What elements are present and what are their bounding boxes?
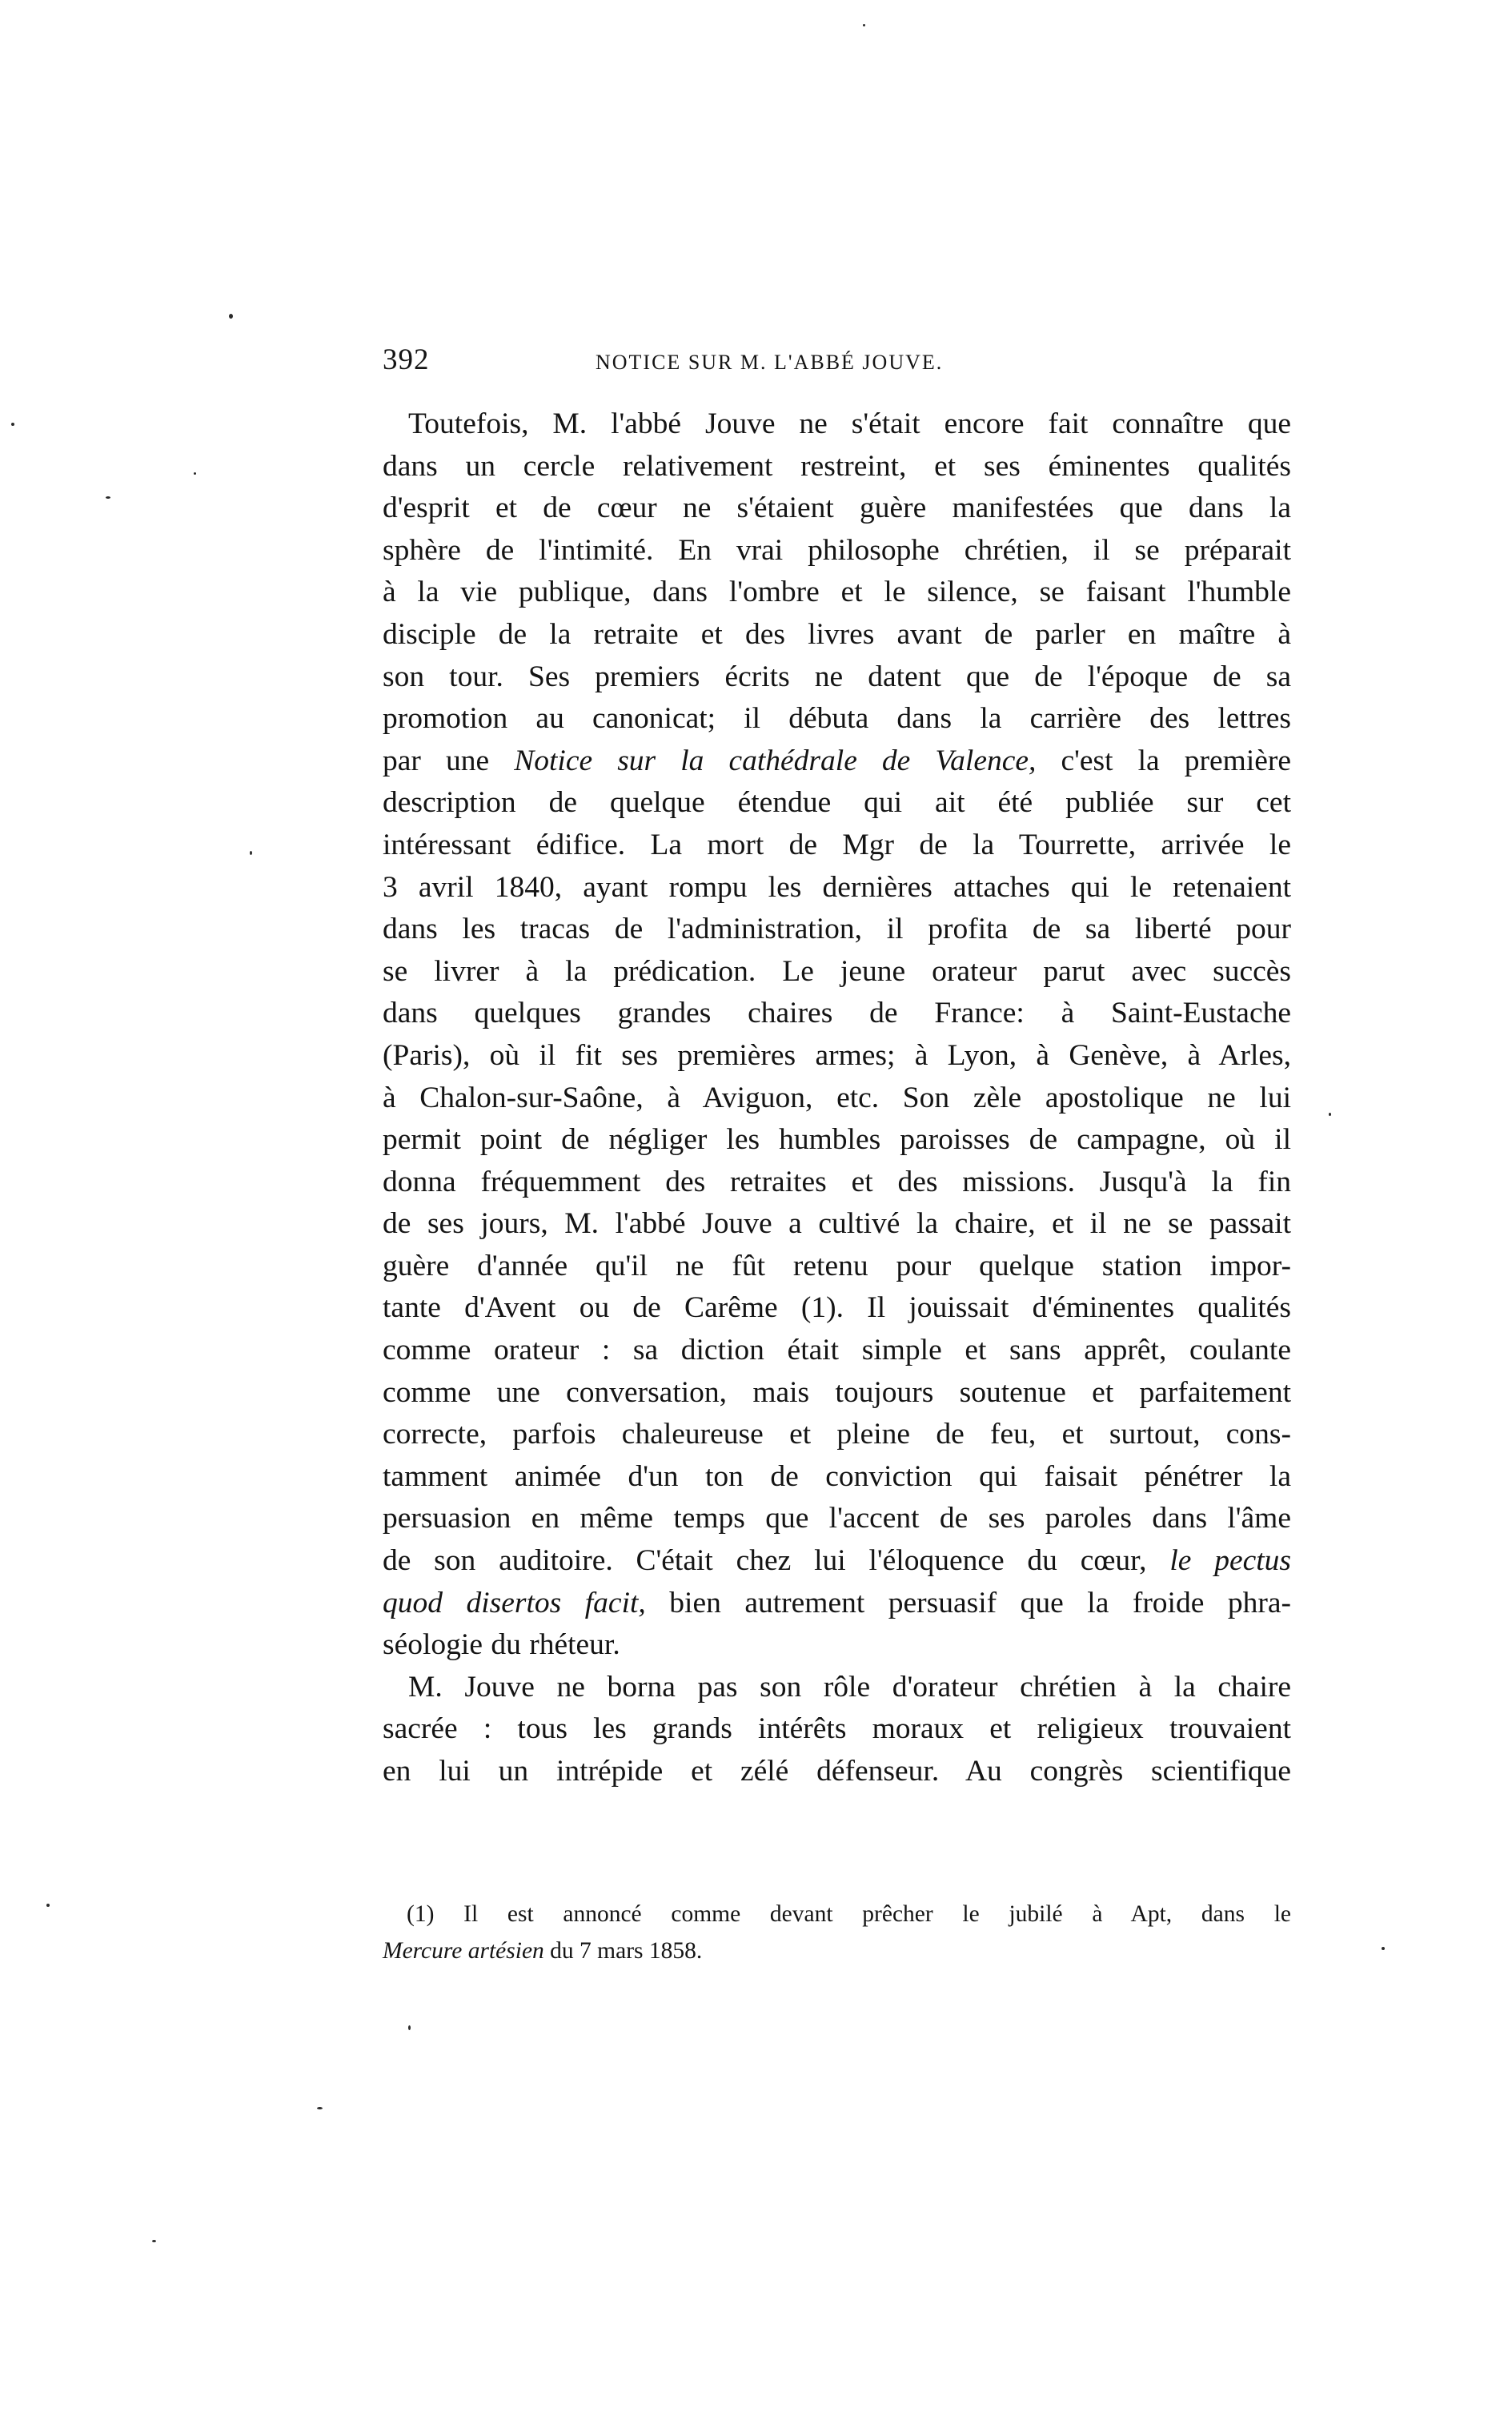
body-text	[383, 403, 1291, 1793]
text-line: à Chalon-sur-Saône, à Aviguon, etc. Son zèle apostolique ne lui	[383, 1081, 1291, 1114]
text-line: 3 avril 1840, ayant rompu les dernières attaches qui le retenaient	[383, 870, 1291, 904]
text-line: M. Jouve ne borna pas son rôle d'orateur chrétien à la chaire	[408, 1670, 1291, 1704]
text-line: son tour. Ses premiers écrits ne datent que de l'époque de sa	[383, 660, 1291, 693]
print-speck	[1382, 1947, 1385, 1950]
print-speck	[194, 472, 196, 475]
text-segment: c'est la première	[1061, 744, 1292, 777]
text-line: (Paris), où il fit ses premières armes; à Lyon, à Genève, à Arles,	[383, 1038, 1291, 1072]
text-line: promotion au canonicat; il débuta dans la carrière des lettres	[383, 702, 1291, 736]
text-segment: de son auditoire. C'était chez lui l'éloquence du cœur,	[383, 1544, 1147, 1578]
print-speck	[106, 496, 110, 499]
page-number: 392	[383, 343, 430, 376]
italic-title: Mercure artésien	[383, 1938, 544, 1964]
footnote-line: (1) Il est annoncé comme devant prêcher le jubilé à Apt, dans le	[407, 1901, 1291, 1927]
page-header	[383, 343, 1291, 387]
text-segment: bien autrement persuasif que la froide phra-	[669, 1586, 1291, 1619]
text-line: sphère de l'intimité. En vrai philosophe chrétien, il se préparait	[383, 533, 1291, 567]
text-line	[383, 1540, 1291, 1583]
text-line: disciple de la retraite et des livres avant de parler en maître à	[383, 617, 1291, 651]
text-line: dans quelques grandes chaires de France: à Saint-Eustache	[383, 997, 1291, 1030]
print-speck	[317, 2107, 323, 2109]
text-line: se livrer à la prédication. Le jeune orateur parut avec succès	[383, 954, 1291, 988]
text-line: à la vie publique, dans l'ombre et le silence, se faisant l'humble	[383, 576, 1291, 609]
text-line: intéressant édifice. La mort de Mgr de la Tourrette, arrivée le	[383, 828, 1291, 861]
print-speck	[250, 851, 252, 855]
print-speck	[1329, 1113, 1331, 1116]
text-line: donna fréquemment des retraites et des missions. Jusqu'à la fin	[383, 1165, 1291, 1198]
text-line: sacrée : tous les grands intérêts moraux et religieux trouvaient	[383, 1712, 1291, 1746]
text-segment: par une	[383, 744, 490, 777]
print-speck	[229, 314, 233, 319]
text-line: guère d'année qu'il ne fût retenu pour quelque station impor-	[383, 1249, 1291, 1282]
footnote-line	[383, 1932, 1291, 1969]
text-line: dans un cercle relativement restreint, et ses éminentes qualités	[383, 449, 1291, 483]
text-line	[383, 740, 1291, 783]
print-speck	[863, 24, 865, 26]
running-head: NOTICE SUR M. L'ABBÉ JOUVE.	[596, 351, 944, 374]
text-line: correcte, parfois chaleureuse et pleine de feu, et surtout, cons-	[383, 1418, 1291, 1451]
text-line: tamment animée d'un ton de conviction qui faisait pénétrer la	[383, 1459, 1291, 1493]
text-line: d'esprit et de cœur ne s'étaient guère manifestées que dans la	[383, 492, 1291, 525]
italic-phrase: le pectus	[1169, 1544, 1291, 1578]
text-line: séologie du rhéteur.	[383, 1628, 620, 1662]
text-line: permit point de négliger les humbles paroisses de campagne, où il	[383, 1123, 1291, 1157]
footnotes	[383, 1896, 1291, 1969]
italic-title: Notice sur la cathédrale de Valence,	[514, 744, 1037, 777]
text-line: Toutefois, M. l'abbé Jouve ne s'était encore fait connaître que	[408, 407, 1291, 440]
print-speck	[408, 2025, 411, 2030]
italic-phrase: quod disertos facit,	[383, 1586, 646, 1619]
text-line: dans les tracas de l'administration, il profita de sa liberté pour	[383, 913, 1291, 946]
text-line: comme une conversation, mais toujours soutenue et parfaitement	[383, 1375, 1291, 1409]
text-line: persuasion en même temps que l'accent de ses paroles dans l'âme	[383, 1502, 1291, 1535]
print-speck	[46, 1904, 50, 1907]
text-line: description de quelque étendue qui ait été publiée sur cet	[383, 786, 1291, 820]
text-line: tante d'Avent ou de Carême (1). Il jouissait d'éminentes qualités	[383, 1291, 1291, 1325]
text-line: en lui un intrépide et zélé défenseur. Au congrès scientifique	[383, 1755, 1291, 1788]
print-speck	[152, 2240, 156, 2242]
text-line	[383, 1583, 1291, 1625]
text-segment: du 7 mars 1858.	[550, 1938, 703, 1964]
text-line: de ses jours, M. l'abbé Jouve a cultivé la chaire, et il ne se passait	[383, 1207, 1291, 1241]
print-speck	[11, 423, 14, 426]
text-line: comme orateur : sa diction était simple et sans apprêt, coulante	[383, 1334, 1291, 1367]
